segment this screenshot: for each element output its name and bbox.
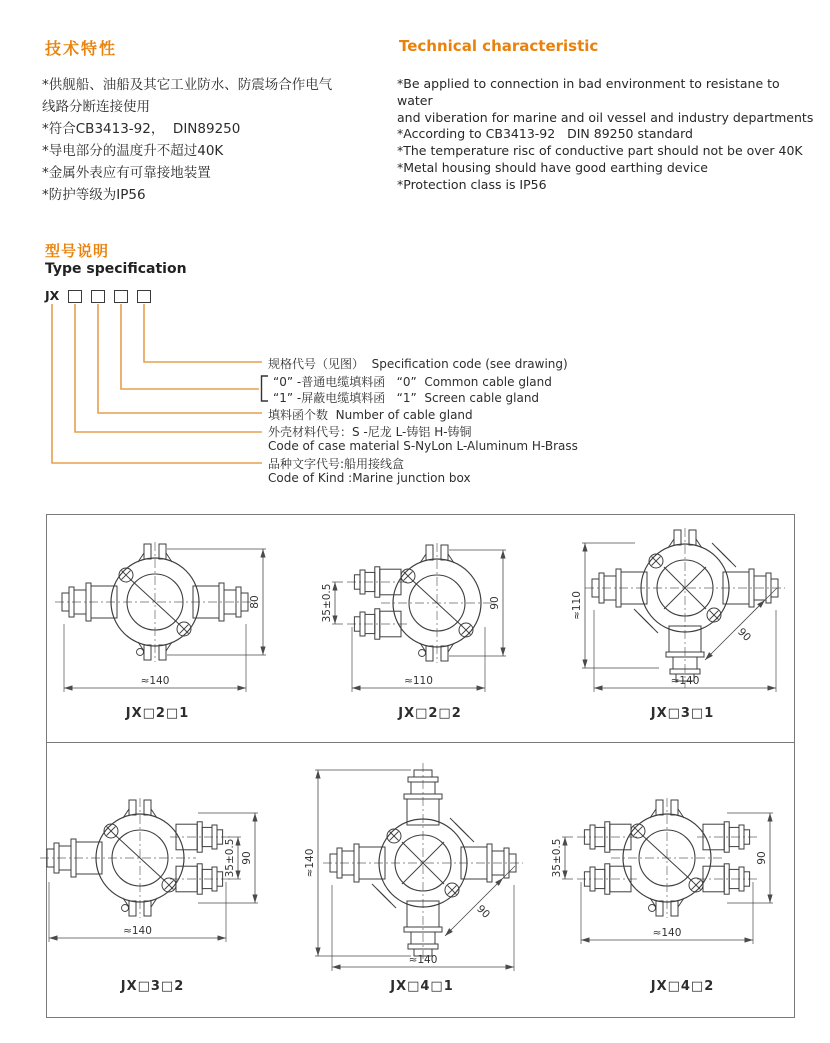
spec-code-line: 外壳材料代号：S -尼龙 L-铸铝 H-铸铜 — [268, 425, 472, 439]
bullet-en: *Be applied to connection in bad environment to resistane to water — [397, 76, 784, 108]
spec-code-line: Code of Kind :Marine junction box — [268, 471, 471, 485]
junction-box-figure — [545, 763, 795, 955]
drawing-jx-4-1 — [303, 752, 548, 980]
drawing-jx-4-2 — [545, 763, 795, 959]
drawing-jx-2-2 — [321, 522, 535, 706]
tech-heading-en: Technical characteristic — [399, 37, 599, 55]
bullet-en: *The temperature risc of conductive part should not be over 40K — [397, 143, 803, 159]
svg-text:90: 90 — [735, 625, 754, 644]
junction-box-figure — [321, 522, 535, 702]
drawing-label-jx-2-2: JX□2□2 — [398, 706, 462, 721]
svg-text:35±0.5: 35±0.5 — [321, 583, 333, 623]
bullet-zh: 线路分断连接使用 — [42, 99, 150, 115]
spec-code-line: “1” -屏蔽电缆填料函 “1” Screen cable gland — [273, 391, 540, 405]
bullet-zh: *符合CB3413-92， DIN89250 — [42, 121, 241, 137]
svg-text:90: 90 — [756, 851, 768, 865]
svg-text:90: 90 — [241, 851, 253, 865]
svg-text:≈140: ≈140 — [123, 925, 152, 937]
junction-box-figure — [30, 763, 280, 955]
bullet-zh: *防护等级为IP56 — [42, 187, 146, 203]
svg-text:80: 80 — [249, 595, 261, 609]
drawing-label-jx-3-2: JX□3□2 — [120, 979, 185, 994]
svg-text:≈110: ≈110 — [404, 675, 433, 687]
drawing-jx-2-1 — [35, 522, 280, 706]
spec-code-line: Code of case material S-NyLon L-Aluminum H-Brass — [268, 439, 578, 453]
bracket-glyph — [262, 376, 269, 401]
svg-text:≈140: ≈140 — [408, 954, 438, 966]
svg-text:90: 90 — [489, 596, 501, 610]
svg-text:≈140: ≈140 — [670, 675, 700, 687]
bullet-zh: *金属外表应有可靠接地装置 — [42, 165, 211, 181]
type-code-prefix: JX — [45, 288, 60, 303]
svg-text:≈140: ≈140 — [140, 675, 170, 687]
svg-text:35±0.5: 35±0.5 — [224, 838, 236, 878]
bullet-en: *According to CB3413-92 DIN 89250 standard — [397, 126, 693, 142]
type-spec-heading-en: Type specification — [45, 261, 187, 277]
svg-text:≈140: ≈140 — [304, 848, 316, 878]
drawing-label-jx-3-1: JX□3□1 — [650, 706, 715, 721]
bullet-en: *Metal housing should have good earthing device — [397, 159, 708, 175]
type-spec-heading-zh: 型号说明 — [45, 242, 110, 260]
drawing-label-jx-4-1: JX□4□1 — [390, 979, 454, 994]
bullet-zh: *导电部分的温度升不超过40K — [42, 143, 224, 159]
spec-code-line: 品种文字代号:船用接线盒 — [268, 457, 405, 471]
bullet-en: *Protection class is IP56 — [397, 176, 547, 192]
drawing-jx-3-1 — [560, 522, 795, 704]
spec-code-line: “0” -普通电缆填料函 “0” Common cable gland — [273, 375, 552, 389]
spec-code-line: 规格代号（见图） Specification code (see drawing) — [268, 357, 568, 371]
drawing-label-jx-4-2: JX□4□2 — [650, 979, 715, 994]
junction-box-figure — [560, 522, 795, 700]
junction-box-figure — [35, 522, 280, 702]
svg-text:≈140: ≈140 — [652, 927, 682, 939]
spec-code-line: 填料函个数 Number of cable gland — [268, 408, 473, 422]
svg-text:35±0.5: 35±0.5 — [551, 838, 563, 878]
svg-text:≈110: ≈110 — [571, 591, 583, 620]
drawing-jx-3-2 — [30, 763, 280, 959]
drawing-label-jx-2-1: JX□2□1 — [125, 706, 190, 721]
bullet-en: and viberation for marine and oil vessel and industry departments — [397, 109, 814, 125]
junction-box-figure — [303, 752, 548, 976]
tech-heading-zh: 技术特性 — [45, 39, 118, 58]
bullet-zh: *供舰船、油船及其它工业防水、防震场合作电气 — [42, 77, 333, 93]
svg-text:90: 90 — [474, 902, 493, 921]
